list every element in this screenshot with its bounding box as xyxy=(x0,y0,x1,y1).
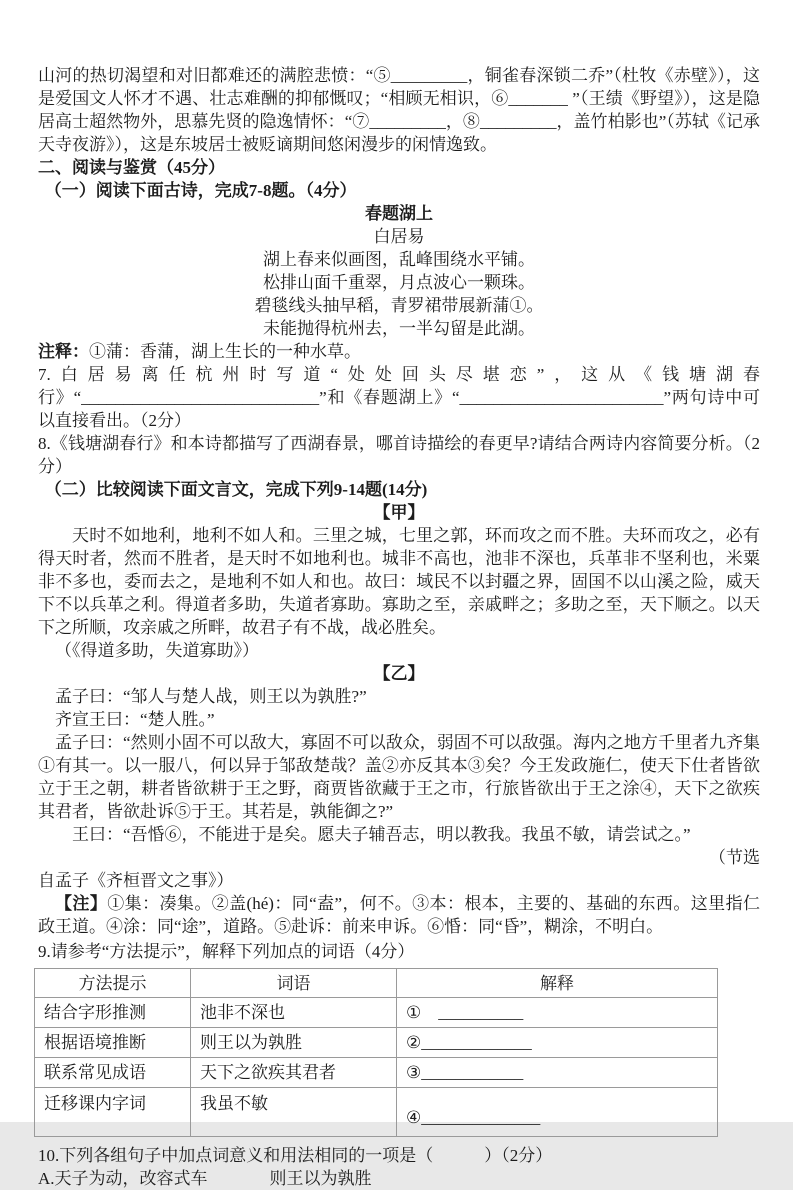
question-10-option-a xyxy=(38,1167,760,1190)
poem-author: 白居易 xyxy=(373,227,425,246)
table-header-row xyxy=(35,969,718,998)
yi-source-line1: （节选 xyxy=(709,848,760,867)
part2-heading: （二）比较阅读下面文言文，完成下列9-14题(14分) xyxy=(44,480,428,499)
poem-line: 松排山面千重翠，月点波心一颗珠。 xyxy=(263,273,535,292)
table-cell-phrase: 则王以为孰胜 xyxy=(191,1028,397,1058)
jia-label: 【甲】 xyxy=(373,503,425,522)
question-7: 7.白居易离任杭州时写道“处处回头尽堪恋”，这从《钱塘湖春行》“____________________________”和《春题湖上》“________________________”两句诗中可以直接看出。（2分） xyxy=(38,365,760,430)
table-cell-answer-blank: ① __________ xyxy=(397,998,718,1028)
yi-source-line2: 自孟子《齐桓晋文之事》） xyxy=(38,871,234,890)
table-cell-answer-blank: ②_____________ xyxy=(397,1028,718,1058)
question-8: 8.《钱塘湖春行》和本诗都描写了西湖春景，哪首诗描绘的春更早?请结合两诗内容简要分析。（2分） xyxy=(38,434,760,476)
notes-text: ①集：凑集。②盖(hé)：同“盍”，何不。③本：根本，主要的、基础的东西。这里指仁政王道。④涂：同“途”，道路。⑤赴诉：前来申诉。⑥惛：同“昏”，糊涂，不明白。 xyxy=(38,894,760,936)
table-cell-answer-blank: ④______________ xyxy=(397,1088,718,1137)
notes-label: 【注】 xyxy=(55,894,108,913)
poem-title: 春题湖上 xyxy=(365,204,433,223)
yi-paragraph: 孟子曰：“邹人与楚人战，则王以为孰胜?” xyxy=(55,687,367,706)
table-cell-method: 迁移课内字词 xyxy=(35,1088,191,1137)
table-row xyxy=(35,1058,718,1088)
jia-text: 天时不如地利，地利不如人和。三里之城，七里之郭，环而攻之而不胜。夫环而攻之，必有得天时者，然而不胜者，是天时不如地利也。城非不高也，池非不深也，兵革非不坚利也，米粟非不多也，委而去之，是地利不如人和也。故曰：域民不以封疆之界，固国不以山溪之险，威天下不以兵革之利。得道者多助，失道者寡助。寡助之至，亲戚畔之；多助之至，天下顺之。以天下之所顺，攻亲戚之所畔，故君子有不战，战必胜矣。 xyxy=(38,526,760,637)
question-10: 10.下列各组句子中加点词意义和用法相同的一项是（ ）（2分） xyxy=(38,1146,553,1165)
section-two-heading: 二、阅读与鉴赏（45分） xyxy=(38,158,225,177)
question-9: 9.请参考“方法提示”，解释下列加点的词语（4分） xyxy=(38,942,415,961)
table-cell-phrase: 天下之欲疾其君者 xyxy=(191,1058,397,1088)
poem-block xyxy=(38,202,760,340)
jia-source: （《得道多助，失道寡助》） xyxy=(55,641,259,660)
poem-line: 湖上春来似画图，乱峰围绕水平铺。 xyxy=(263,250,535,269)
poem-note-label: 注释： xyxy=(38,342,89,361)
poem-note-text: ①蒲：香蒲，湖上生长的一种水草。 xyxy=(89,342,361,361)
table-row xyxy=(35,998,718,1028)
option-a-right-phrase: 则王以为孰胜 xyxy=(269,1169,372,1188)
method-table xyxy=(34,968,718,1137)
yi-paragraph: 孟子曰：“然则小固不可以敌大，寡固不可以敌众，弱固不可以敌强。海内之地方千里者九齐集①有其一。以一服八，何以异于邹敌楚哉？盖②亦反其本③矣？今王发政施仁，使天下仕者皆欲立于王之朝，耕者皆欲耕于王之野，商贾皆欲藏于王之市，行旅皆欲出于王之涂④，天下之欲疾其君者，皆欲赴诉⑤于王。其若是，孰能御之?” xyxy=(38,733,760,821)
table-cell-method: 联系常见成语 xyxy=(35,1058,191,1088)
table-header-method: 方法提示 xyxy=(35,969,191,998)
intro-paragraph: 山河的热切渴望和对旧都难还的满腔悲愤：“⑤_________，铜雀春深锁二乔”（杜牧《赤壁》），这是爱国文人怀才不遇、壮志难酬的抑郁慨叹；“相顾无相识，⑥_______ ”（王绩《野望》），这是隐居高士超然物外，思慕先贤的隐逸情怀：“⑦_________，⑧_________，盖竹柏影也”（苏轼《记承天寺夜游》），这是东坡居士被贬谪期间悠闲漫步的闲情逸致。 xyxy=(38,66,760,154)
table-cell-method: 根据语境推断 xyxy=(35,1028,191,1058)
table-row xyxy=(35,1088,718,1137)
table-header-phrase: 词语 xyxy=(191,969,397,998)
yi-paragraph: 齐宣王曰：“楚人胜。” xyxy=(55,710,215,729)
yi-paragraph: 王曰：“吾惛⑥，不能进于是矣。愿夫子辅吾志，明以教我。我虽不敏，请尝试之。” xyxy=(72,825,691,844)
table-cell-phrase: 池非不深也 xyxy=(191,998,397,1028)
table-row xyxy=(35,1028,718,1058)
table-cell-method: 结合字形推测 xyxy=(35,998,191,1028)
table-header-explanation: 解释 xyxy=(397,969,718,998)
poem-note xyxy=(38,340,760,363)
table-cell-phrase: 我虽不敏 xyxy=(191,1088,397,1137)
poem-line: 未能抛得杭州去，一半勾留是此湖。 xyxy=(263,319,535,338)
notes-paragraph xyxy=(38,892,760,938)
yi-label: 【乙】 xyxy=(373,664,425,683)
poem-line: 碧毯线头抽早稻，青罗裙带展新蒲①。 xyxy=(254,296,544,315)
table-cell-answer-blank: ③____________ xyxy=(397,1058,718,1088)
part1-heading: （一）阅读下面古诗，完成7-8题。（4分） xyxy=(44,181,357,200)
option-a-left-phrase: A.天子为动，改容式车 xyxy=(38,1169,208,1188)
